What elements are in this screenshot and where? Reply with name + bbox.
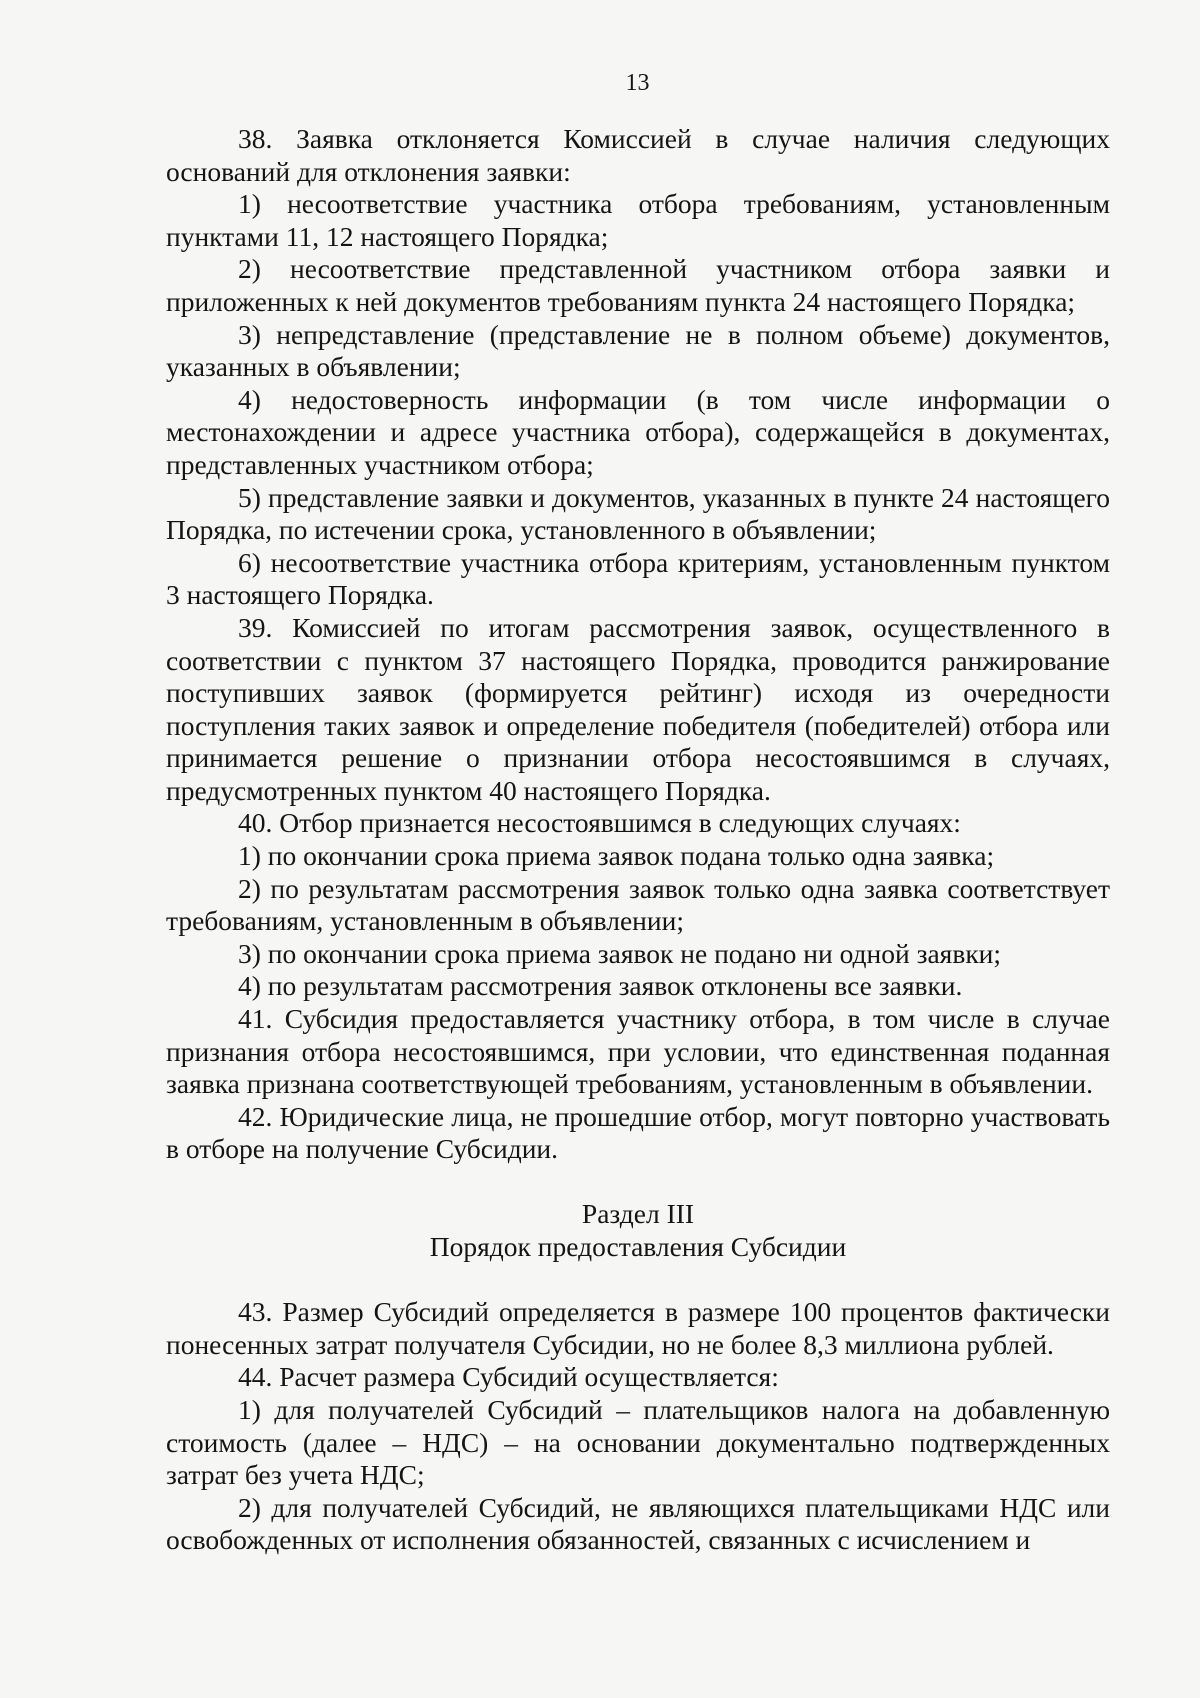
paragraph-40: 40. Отбор признается несостоявшимся в следующих случаях: — [238, 807, 961, 839]
paragraph-40-item-2: 2) по результатам рассмотрения заявок только одна заявка соответствует требованиям, установленным в объявлении; — [166, 872, 1110, 937]
paragraph-44: 44. Расчет размера Субсидий осуществляется: — [238, 1361, 779, 1393]
paragraph-38-item-1: 1) несоответствие участника отбора требованиям, установленным пунктами 11, 12 настоящего Порядка; — [166, 188, 1110, 252]
paragraph-38-item-5: 5) представление заявки и документов, указанных в пункте 24 настоящего Порядка, по истечении срока, установленного в объявлении; — [166, 481, 1110, 546]
paragraph-42: 42. Юридические лица, не прошедшие отбор, могут повторно участвовать в отборе на получение Субсидии. — [166, 1100, 1110, 1165]
page-number: 13 — [625, 70, 650, 96]
paragraph-38-item-6: 6) несоответствие участника отбора критериям, установленным пунктом 3 настоящего Порядка. — [166, 546, 1110, 611]
paragraph-44-item-1: 1) для получателей Субсидий – плательщиков налога на добавленную стоимость (далее – НДС) – на основании документально подтвержденных затрат без учета НДС; — [166, 1393, 1110, 1491]
section-title: Порядок предоставления Субсидии — [429, 1230, 847, 1262]
paragraph-40-item-1: 1) по окончании срока приема заявок подана только одна заявка; — [238, 840, 995, 872]
section-number: Раздел III — [581, 1198, 695, 1229]
paragraph-43: 43. Размер Субсидий определяется в размере 100 процентов фактически понесенных затрат получателя Субсидии, но не более 8,3 миллиона рублей. — [166, 1296, 1110, 1360]
paragraph-38-item-4: 4) недостоверность информации (в том числе информации о местонахождении и адресе участника отбора), содержащейся в документах, представленных участником отбора; — [166, 383, 1110, 480]
paragraph-39: 39. Комиссией по итогам рассмотрения заявок, осуществленного в соответствии с пунктом 37 настоящего Порядка, проводится ранжирование поступивших заявок (формируется рейтинг) исходя из очередности поступления таких заявок и определение победителя (победителей) отбора или принимается решение о признании отбора несостоявшимся в случаях, предусмотренных пунктом 40 настоящего Порядка. — [166, 611, 1110, 806]
paragraph-44-item-2: 2) для получателей Субсидий, не являющихся плательщиками НДС или освобожденных от исполнения обязанностей, связанных с исчислением и — [166, 1491, 1110, 1556]
paragraph-40-item-3: 3) по окончании срока приема заявок не подано ни одной заявки; — [238, 937, 1002, 969]
paragraph-40-item-4: 4) по результатам рассмотрения заявок отклонены все заявки. — [238, 970, 963, 1002]
paragraph-38-item-3: 3) непредставление (представление не в полном объеме) документов, указанных в объявлении; — [166, 318, 1110, 383]
document-body — [166, 123, 1110, 1557]
paragraph-38-item-2: 2) несоответствие представленной участником отбора заявки и приложенных к ней документов требованиям пункта 24 настоящего Порядка; — [166, 253, 1110, 317]
paragraph-41: 41. Субсидия предоставляется участнику отбора, в том числе в случае признания отбора несостоявшимся, при условии, что единственная поданная заявка признана соответствующей требованиям, установленным в объявлении. — [166, 1003, 1110, 1100]
section-heading-block — [166, 1198, 1110, 1263]
paragraph-38: 38. Заявка отклоняется Комиссией в случае наличия следующих оснований для отклонения заявки: — [166, 123, 1110, 187]
